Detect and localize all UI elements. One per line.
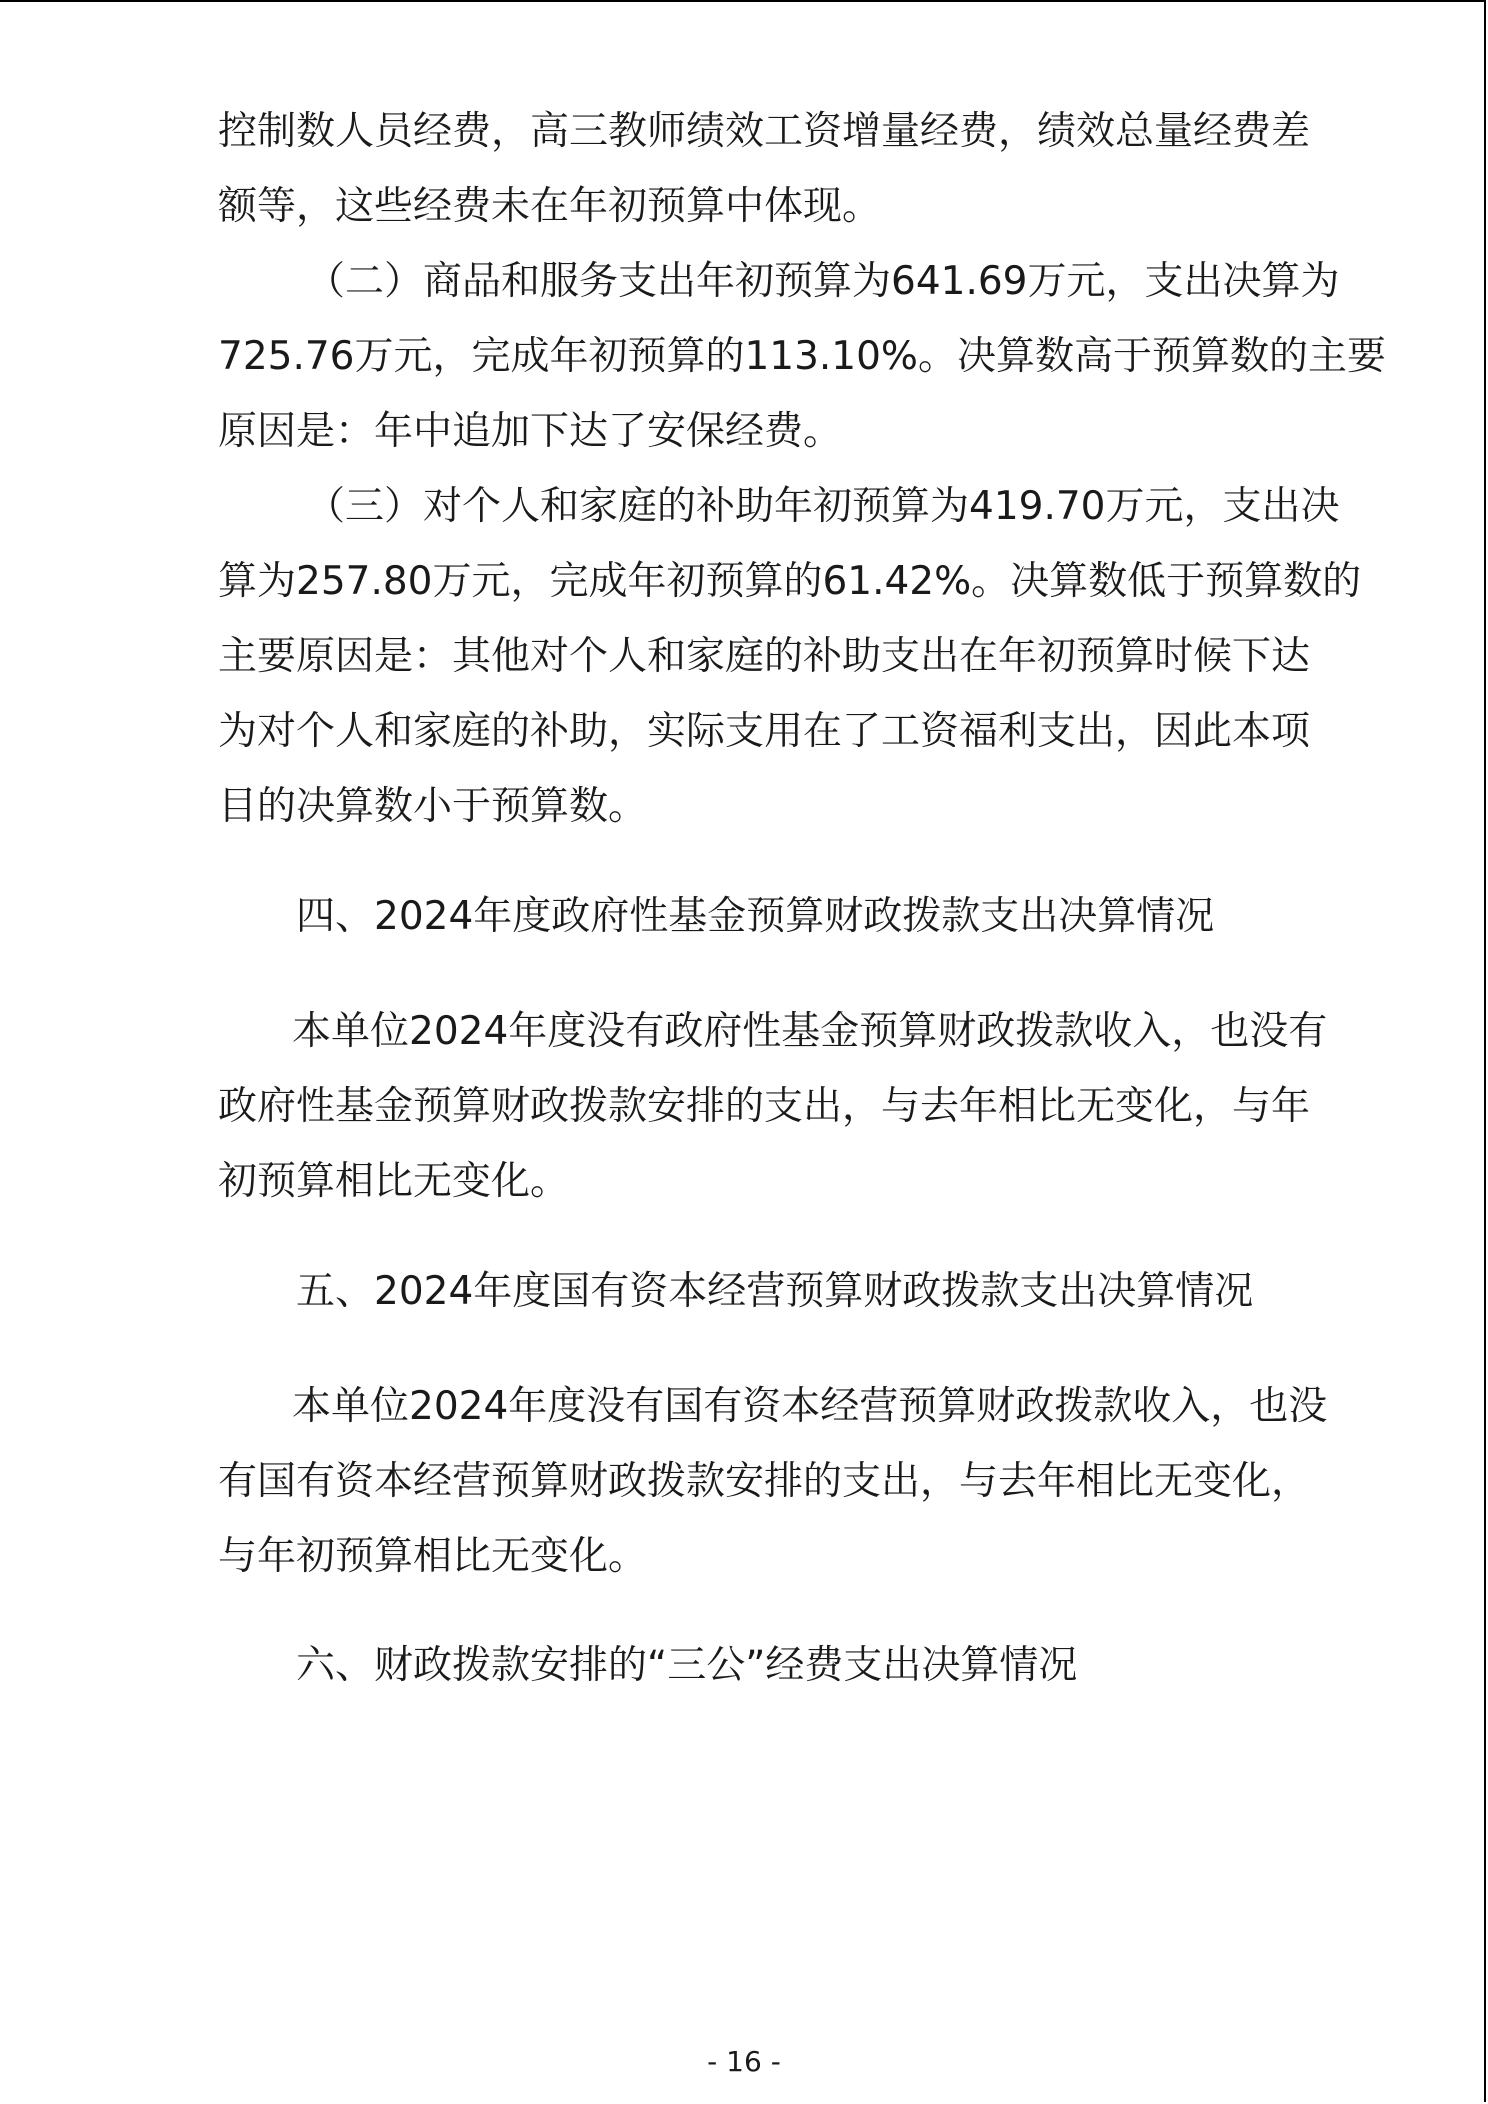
paragraph-line: 为对个人和家庭的补助，实际支用在了工资福利支出，因此本项	[218, 709, 1311, 754]
paragraph-line: 主要原因是：其他对个人和家庭的补助支出在年初预算时候下达	[218, 634, 1311, 679]
paragraph-line: 与年初预算相比无变化。	[218, 1534, 648, 1579]
paragraph-line: 本单位2024年度没有政府性基金预算财政拨款收入，也没有	[292, 1009, 1328, 1054]
paragraph-government-fund	[218, 994, 1328, 1219]
paragraph-goods-services	[218, 244, 1386, 469]
paragraph-line: （二）商品和服务支出年初预算为641.69万元，支出决算为	[306, 259, 1340, 304]
paragraph-line: 初预算相比无变化。	[218, 1159, 570, 1204]
section-heading-three-public-expenses: 六、财政拨款安排的“三公”经费支出决算情况	[296, 1643, 1078, 1688]
paragraph-personnel-continued	[218, 94, 1311, 244]
paragraph-state-capital	[218, 1369, 1328, 1594]
paragraph-line: 目的决算数小于预算数。	[218, 784, 648, 829]
paragraph-line: 政府性基金预算财政拨款安排的支出，与去年相比无变化，与年	[218, 1084, 1311, 1129]
section-heading-government-fund: 四、2024年度政府性基金预算财政拨款支出决算情况	[296, 894, 1215, 939]
page-number: - 16 -	[707, 2045, 781, 2078]
paragraph-line: 725.76万元，完成年初预算的113.10%。决算数高于预算数的主要	[218, 334, 1386, 379]
paragraph-line: 原因是：年中追加下达了安保经费。	[218, 409, 843, 454]
paragraph-line: 有国有资本经营预算财政拨款安排的支出，与去年相比无变化，	[218, 1459, 1311, 1504]
paragraph-line: 本单位2024年度没有国有资本经营预算财政拨款收入，也没	[292, 1384, 1328, 1429]
paragraph-line: 控制数人员经费，高三教师绩效工资增量经费，绩效总量经费差	[218, 109, 1311, 154]
paragraph-household-subsidy	[218, 469, 1362, 844]
paragraph-line: 算为257.80万元，完成年初预算的61.42%。决算数低于预算数的	[218, 559, 1362, 604]
paragraph-line: 额等，这些经费未在年初预算中体现。	[218, 184, 882, 229]
section-heading-state-capital: 五、2024年度国有资本经营预算财政拨款支出决算情况	[296, 1269, 1254, 1314]
paragraph-line: （三）对个人和家庭的补助年初预算为419.70万元，支出决	[306, 484, 1340, 529]
